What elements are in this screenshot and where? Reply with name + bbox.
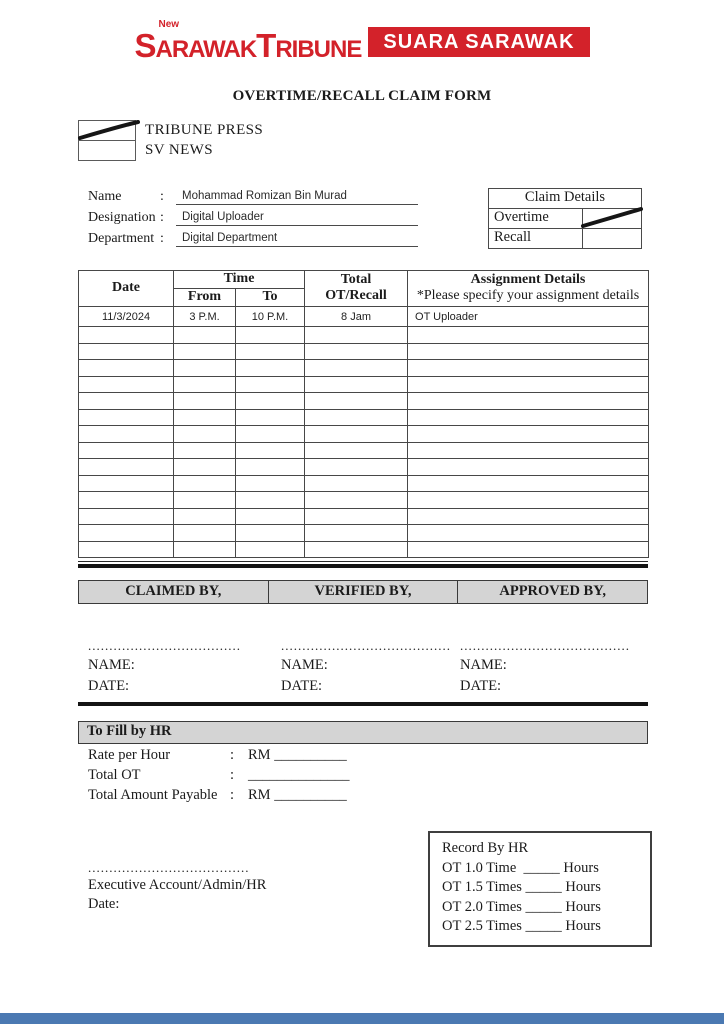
logo-new-label: New xyxy=(158,19,180,30)
verified-by-header: VERIFIED BY, xyxy=(269,581,459,603)
form-title: OVERTIME/RECALL CLAIM FORM xyxy=(232,88,492,104)
cell-total xyxy=(305,442,408,459)
organisation-select xyxy=(78,120,263,161)
claim-details-title: Claim Details xyxy=(489,189,642,209)
date-field-label: DATE: xyxy=(281,678,323,694)
tribune-press-label: TRIBUNE PRESS xyxy=(145,122,264,138)
cell-total xyxy=(305,360,408,377)
cell-from: 3 P.M. xyxy=(174,307,236,327)
brand-header xyxy=(0,19,724,64)
total-header-line2: OT/Recall xyxy=(325,288,387,303)
overtime-label: Overtime xyxy=(489,209,583,229)
thick-separator xyxy=(78,702,648,706)
tribune-press-checkbox xyxy=(79,121,135,140)
cell-from xyxy=(174,541,236,558)
cell-total xyxy=(305,525,408,542)
to-header: To xyxy=(236,289,305,307)
signature-line: .................................... xyxy=(88,638,241,653)
cell-to xyxy=(236,409,305,426)
date-field-label: DATE: xyxy=(460,678,502,694)
cell-from xyxy=(174,327,236,344)
cell-from xyxy=(174,492,236,509)
cell-from xyxy=(174,426,236,443)
cell-from xyxy=(174,508,236,525)
claim-details-table xyxy=(488,188,642,249)
cell-date xyxy=(79,475,174,492)
cell-total xyxy=(305,475,408,492)
employee-details xyxy=(88,188,418,251)
claims-table xyxy=(78,270,649,558)
total-amount-payable-row xyxy=(88,787,350,807)
assignment-header xyxy=(408,271,649,307)
sv-news-checkbox xyxy=(79,140,135,160)
name-field-label: NAME: xyxy=(281,657,328,673)
total-ot-blank: ______________ xyxy=(248,767,350,783)
cell-assignment xyxy=(408,442,649,459)
cell-to xyxy=(236,541,305,558)
cell-to xyxy=(236,426,305,443)
total-header xyxy=(305,271,408,307)
claim-row-empty xyxy=(79,508,649,525)
overtime-checkbox xyxy=(583,209,642,229)
claims-table-body xyxy=(79,307,649,558)
claim-row-empty xyxy=(79,426,649,443)
cell-to xyxy=(236,393,305,410)
name-field-label: NAME: xyxy=(460,657,507,673)
rate-per-hour-label: Rate per Hour xyxy=(88,747,171,763)
time-header: Time xyxy=(174,271,305,289)
signature-line: ...................................... xyxy=(88,860,250,875)
to-fill-by-hr-header: To Fill by HR xyxy=(78,721,648,744)
department-row xyxy=(88,230,418,247)
logo-letter-s: S xyxy=(134,27,156,64)
verified-by-block xyxy=(281,637,451,697)
executive-role-label: Executive Account/Admin/HR xyxy=(88,877,267,893)
cell-total xyxy=(305,376,408,393)
cell-to xyxy=(236,492,305,509)
ot-1-0-line: OT 1.0 Time _____ Hours xyxy=(442,859,599,876)
logo-word-tribune: RIBUNE xyxy=(275,36,362,63)
colon: : xyxy=(230,747,235,763)
name-value: Mohammad Romizan Bin Murad xyxy=(176,190,418,205)
claim-row-empty xyxy=(79,343,649,360)
designation-colon: : xyxy=(160,210,164,225)
cell-to xyxy=(236,525,305,542)
cell-from xyxy=(174,459,236,476)
cell-date xyxy=(79,459,174,476)
cell-total xyxy=(305,327,408,344)
cell-from xyxy=(174,360,236,377)
total-amount-payable-blank: RM __________ xyxy=(248,787,347,803)
designation-row xyxy=(88,209,418,226)
executive-signature-block xyxy=(88,860,266,913)
name-field-label: NAME: xyxy=(88,657,135,673)
assignment-header-line2: *Please specify your assignment details xyxy=(416,288,640,303)
total-ot-label: Total OT xyxy=(88,767,141,783)
organisation-checkboxes xyxy=(78,120,136,161)
logo-word-sarawak: ARAWAK xyxy=(155,36,257,63)
claim-row xyxy=(79,307,649,327)
cell-to xyxy=(236,508,305,525)
cell-assignment xyxy=(408,492,649,509)
ot-1-5-line: OT 1.5 Times _____ Hours xyxy=(442,879,601,895)
sv-news-label: SV NEWS xyxy=(145,142,213,158)
record-by-hr-box xyxy=(428,831,652,947)
cell-date xyxy=(79,409,174,426)
claimed-by-block xyxy=(88,637,241,697)
colon: : xyxy=(230,787,235,803)
cell-date xyxy=(79,343,174,360)
cell-from xyxy=(174,409,236,426)
signature-header-row xyxy=(78,580,648,604)
cell-assignment xyxy=(408,327,649,344)
claim-row-empty xyxy=(79,525,649,542)
sarawak-tribune-logo xyxy=(134,19,362,64)
cell-to xyxy=(236,376,305,393)
cell-assignment xyxy=(408,475,649,492)
total-amount-payable-label: Total Amount Payable xyxy=(88,787,218,803)
cell-to: 10 P.M. xyxy=(236,307,305,327)
cell-to xyxy=(236,327,305,344)
department-value: Digital Department xyxy=(176,232,418,247)
claim-row-empty xyxy=(79,327,649,344)
name-label: Name xyxy=(88,189,122,204)
cell-assignment xyxy=(408,525,649,542)
signature-line: ........................................ xyxy=(281,638,451,653)
cell-total xyxy=(305,393,408,410)
cell-from xyxy=(174,442,236,459)
designation-label: Designation xyxy=(88,210,156,225)
cell-total xyxy=(305,541,408,558)
claims-table-header xyxy=(79,271,649,307)
cell-date xyxy=(79,492,174,509)
cell-assignment xyxy=(408,393,649,410)
double-separator xyxy=(78,561,648,568)
colon: : xyxy=(230,767,235,783)
cell-total: 8 Jam xyxy=(305,307,408,327)
recall-checkbox xyxy=(583,229,642,249)
total-ot-row xyxy=(88,767,350,787)
cell-to xyxy=(236,475,305,492)
designation-value: Digital Uploader xyxy=(176,211,418,226)
suara-sarawak-badge xyxy=(368,27,589,57)
claim-row-empty xyxy=(79,376,649,393)
cell-assignment: OT Uploader xyxy=(408,307,649,327)
date-header: Date xyxy=(79,271,174,307)
cell-date: 11/3/2024 xyxy=(79,307,174,327)
cell-assignment xyxy=(408,541,649,558)
recall-label: Recall xyxy=(489,229,583,249)
department-label: Department xyxy=(88,231,155,246)
signature-line: ........................................ xyxy=(460,638,630,653)
record-by-hr-title: Record By HR xyxy=(442,840,529,856)
cell-date xyxy=(79,525,174,542)
cell-assignment xyxy=(408,376,649,393)
cell-to xyxy=(236,442,305,459)
claimed-by-header: CLAIMED BY, xyxy=(79,581,269,603)
approved-by-block xyxy=(460,637,630,697)
approved-by-header: APPROVED BY, xyxy=(499,583,606,599)
cell-date xyxy=(79,442,174,459)
claim-row-empty xyxy=(79,541,649,558)
cell-assignment xyxy=(408,459,649,476)
total-header-line1: Total xyxy=(340,272,372,287)
suara-sarawak-text: SUARA SARAWAK xyxy=(383,31,575,53)
ot-2-5-line: OT 2.5 Times _____ Hours xyxy=(442,918,601,934)
rate-per-hour-blank: RM __________ xyxy=(248,747,347,763)
cell-total xyxy=(305,343,408,360)
cell-assignment xyxy=(408,426,649,443)
cell-date xyxy=(79,426,174,443)
cell-date xyxy=(79,393,174,410)
cell-assignment xyxy=(408,508,649,525)
cell-from xyxy=(174,343,236,360)
cell-total xyxy=(305,459,408,476)
cell-total xyxy=(305,508,408,525)
department-colon: : xyxy=(160,231,164,246)
cell-date xyxy=(79,541,174,558)
logo-letter-t: T xyxy=(256,27,276,64)
cell-date xyxy=(79,508,174,525)
claim-row-empty xyxy=(79,360,649,377)
from-header: From xyxy=(174,289,236,307)
hr-fields xyxy=(88,747,350,807)
cell-assignment xyxy=(408,343,649,360)
cell-from xyxy=(174,376,236,393)
check-mark-icon xyxy=(580,204,644,230)
organisation-labels xyxy=(145,120,263,161)
claim-row-empty xyxy=(79,442,649,459)
executive-date-label: Date: xyxy=(88,895,120,912)
claim-row-empty xyxy=(79,492,649,509)
cell-to xyxy=(236,459,305,476)
cell-assignment xyxy=(408,360,649,377)
claim-row-empty xyxy=(79,459,649,476)
date-field-label: DATE: xyxy=(88,678,130,694)
cell-to xyxy=(236,343,305,360)
footer-bar xyxy=(0,1013,724,1024)
cell-total xyxy=(305,426,408,443)
cell-total xyxy=(305,409,408,426)
cell-date xyxy=(79,360,174,377)
ot-2-0-line: OT 2.0 Times _____ Hours xyxy=(442,898,601,915)
cell-from xyxy=(174,525,236,542)
cell-assignment xyxy=(408,409,649,426)
cell-to xyxy=(236,360,305,377)
rate-per-hour-row xyxy=(88,747,350,767)
name-colon: : xyxy=(160,189,164,204)
cell-from xyxy=(174,475,236,492)
claim-row-empty xyxy=(79,393,649,410)
cell-date xyxy=(79,327,174,344)
claim-row-empty xyxy=(79,409,649,426)
cell-date xyxy=(79,376,174,393)
cell-total xyxy=(305,492,408,509)
name-row xyxy=(88,188,418,205)
cell-from xyxy=(174,393,236,410)
assignment-header-line1: Assignment Details xyxy=(470,272,586,287)
claim-row-empty xyxy=(79,475,649,492)
